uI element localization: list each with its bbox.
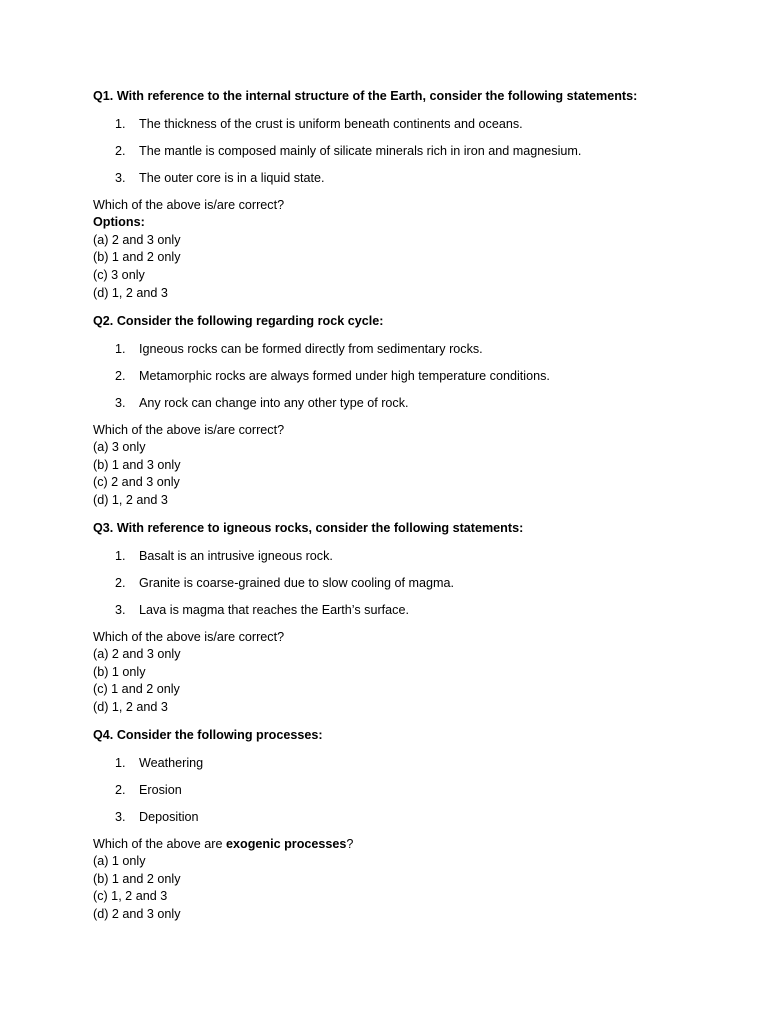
option-b: (b) 1 and 2 only — [93, 250, 181, 265]
statement-text: Granite is coarse-grained due to slow cooling of magma. — [139, 575, 455, 590]
question-prompt: Which of the above is/are correct? — [93, 197, 285, 212]
statement-number: 2. — [115, 575, 126, 590]
question-heading — [93, 87, 733, 105]
option-c: (c) 2 and 3 only — [93, 475, 180, 490]
option-c: (c) 3 only — [93, 268, 145, 283]
statement-number: 1. — [115, 341, 126, 356]
option-b: (b) 1 and 3 only — [93, 457, 181, 472]
option-c: (c) 1 and 2 only — [93, 682, 180, 697]
statement-text: The outer core is in a liquid state. — [139, 171, 325, 186]
statement-number: 3. — [115, 810, 126, 825]
statement-item — [115, 547, 733, 565]
statement-number: 3. — [115, 603, 126, 618]
option-a: (a) 2 and 3 only — [93, 232, 181, 247]
statement-text: Any rock can change into any other type of rock. — [139, 396, 409, 411]
option-d: (d) 2 and 3 only — [93, 907, 181, 922]
prompt-end: ? — [346, 836, 354, 851]
question-heading — [93, 519, 733, 537]
statement-item — [115, 367, 733, 385]
statement-number: 3. — [115, 171, 126, 186]
option-b: (b) 1 and 2 only — [93, 871, 181, 886]
question-1 — [93, 87, 733, 302]
statement-item — [115, 574, 733, 592]
question-2 — [93, 312, 733, 510]
prompt-text: Which of the above are — [93, 836, 227, 851]
question-text: Consider the following processes: — [116, 728, 323, 742]
question-heading — [93, 312, 733, 330]
question-text: With reference to igneous rocks, consider the following statements: — [116, 521, 524, 535]
statement-item — [115, 601, 733, 619]
statement-text: Weathering — [139, 755, 204, 770]
option-b: (b) 1 only — [93, 664, 146, 679]
statement-item — [115, 115, 733, 133]
question-number: Q1. — [93, 89, 114, 103]
question-prompt: Which of the above is/are correct? — [93, 629, 285, 644]
statement-text: Metamorphic rocks are always formed under high temperature conditions. — [139, 368, 550, 383]
statement-number: 2. — [115, 143, 126, 158]
option-d: (d) 1, 2 and 3 — [93, 700, 168, 715]
question-prompt — [93, 836, 733, 854]
statement-number: 1. — [115, 116, 126, 131]
option-a: (a) 2 and 3 only — [93, 647, 181, 662]
statement-item — [115, 394, 733, 412]
statement-number: 1. — [115, 755, 126, 770]
question-text: Consider the following regarding rock cycle: — [116, 314, 384, 328]
option-d: (d) 1, 2 and 3 — [93, 493, 168, 508]
option-a: (a) 1 only — [93, 854, 146, 869]
statement-text: Erosion — [139, 782, 182, 797]
statement-item — [115, 754, 733, 772]
statement-text: Igneous rocks can be formed directly from sedimentary rocks. — [139, 341, 483, 356]
statement-item — [115, 808, 733, 826]
option-a: (a) 3 only — [93, 440, 146, 455]
statement-item — [115, 781, 733, 799]
statement-number: 1. — [115, 548, 126, 563]
statement-item — [115, 340, 733, 358]
prompt-emphasis: exogenic processes — [226, 836, 347, 851]
statement-text: Lava is magma that reaches the Earth’s surface. — [139, 603, 409, 618]
statement-item — [115, 169, 733, 187]
question-4 — [93, 726, 733, 924]
question-3 — [93, 519, 733, 717]
option-c: (c) 1, 2 and 3 — [93, 889, 168, 904]
statement-text: Basalt is an intrusive igneous rock. — [139, 548, 333, 563]
options-label: Options: — [93, 215, 145, 230]
question-prompt: Which of the above is/are correct? — [93, 422, 285, 437]
statement-number: 2. — [115, 368, 126, 383]
statement-text: The thickness of the crust is uniform beneath continents and oceans. — [139, 116, 523, 131]
question-number: Q3. — [93, 521, 114, 535]
question-number: Q4. — [93, 728, 114, 742]
statement-text: The mantle is composed mainly of silicate minerals rich in iron and magnesium. — [139, 143, 582, 158]
statement-item — [115, 142, 733, 160]
option-d: (d) 1, 2 and 3 — [93, 285, 168, 300]
statement-number: 2. — [115, 782, 126, 797]
question-text: With reference to the internal structure of the Earth, consider the following statements: — [116, 89, 638, 103]
statement-number: 3. — [115, 396, 126, 411]
statement-text: Deposition — [139, 810, 199, 825]
question-number: Q2. — [93, 314, 114, 328]
question-heading — [93, 726, 733, 744]
